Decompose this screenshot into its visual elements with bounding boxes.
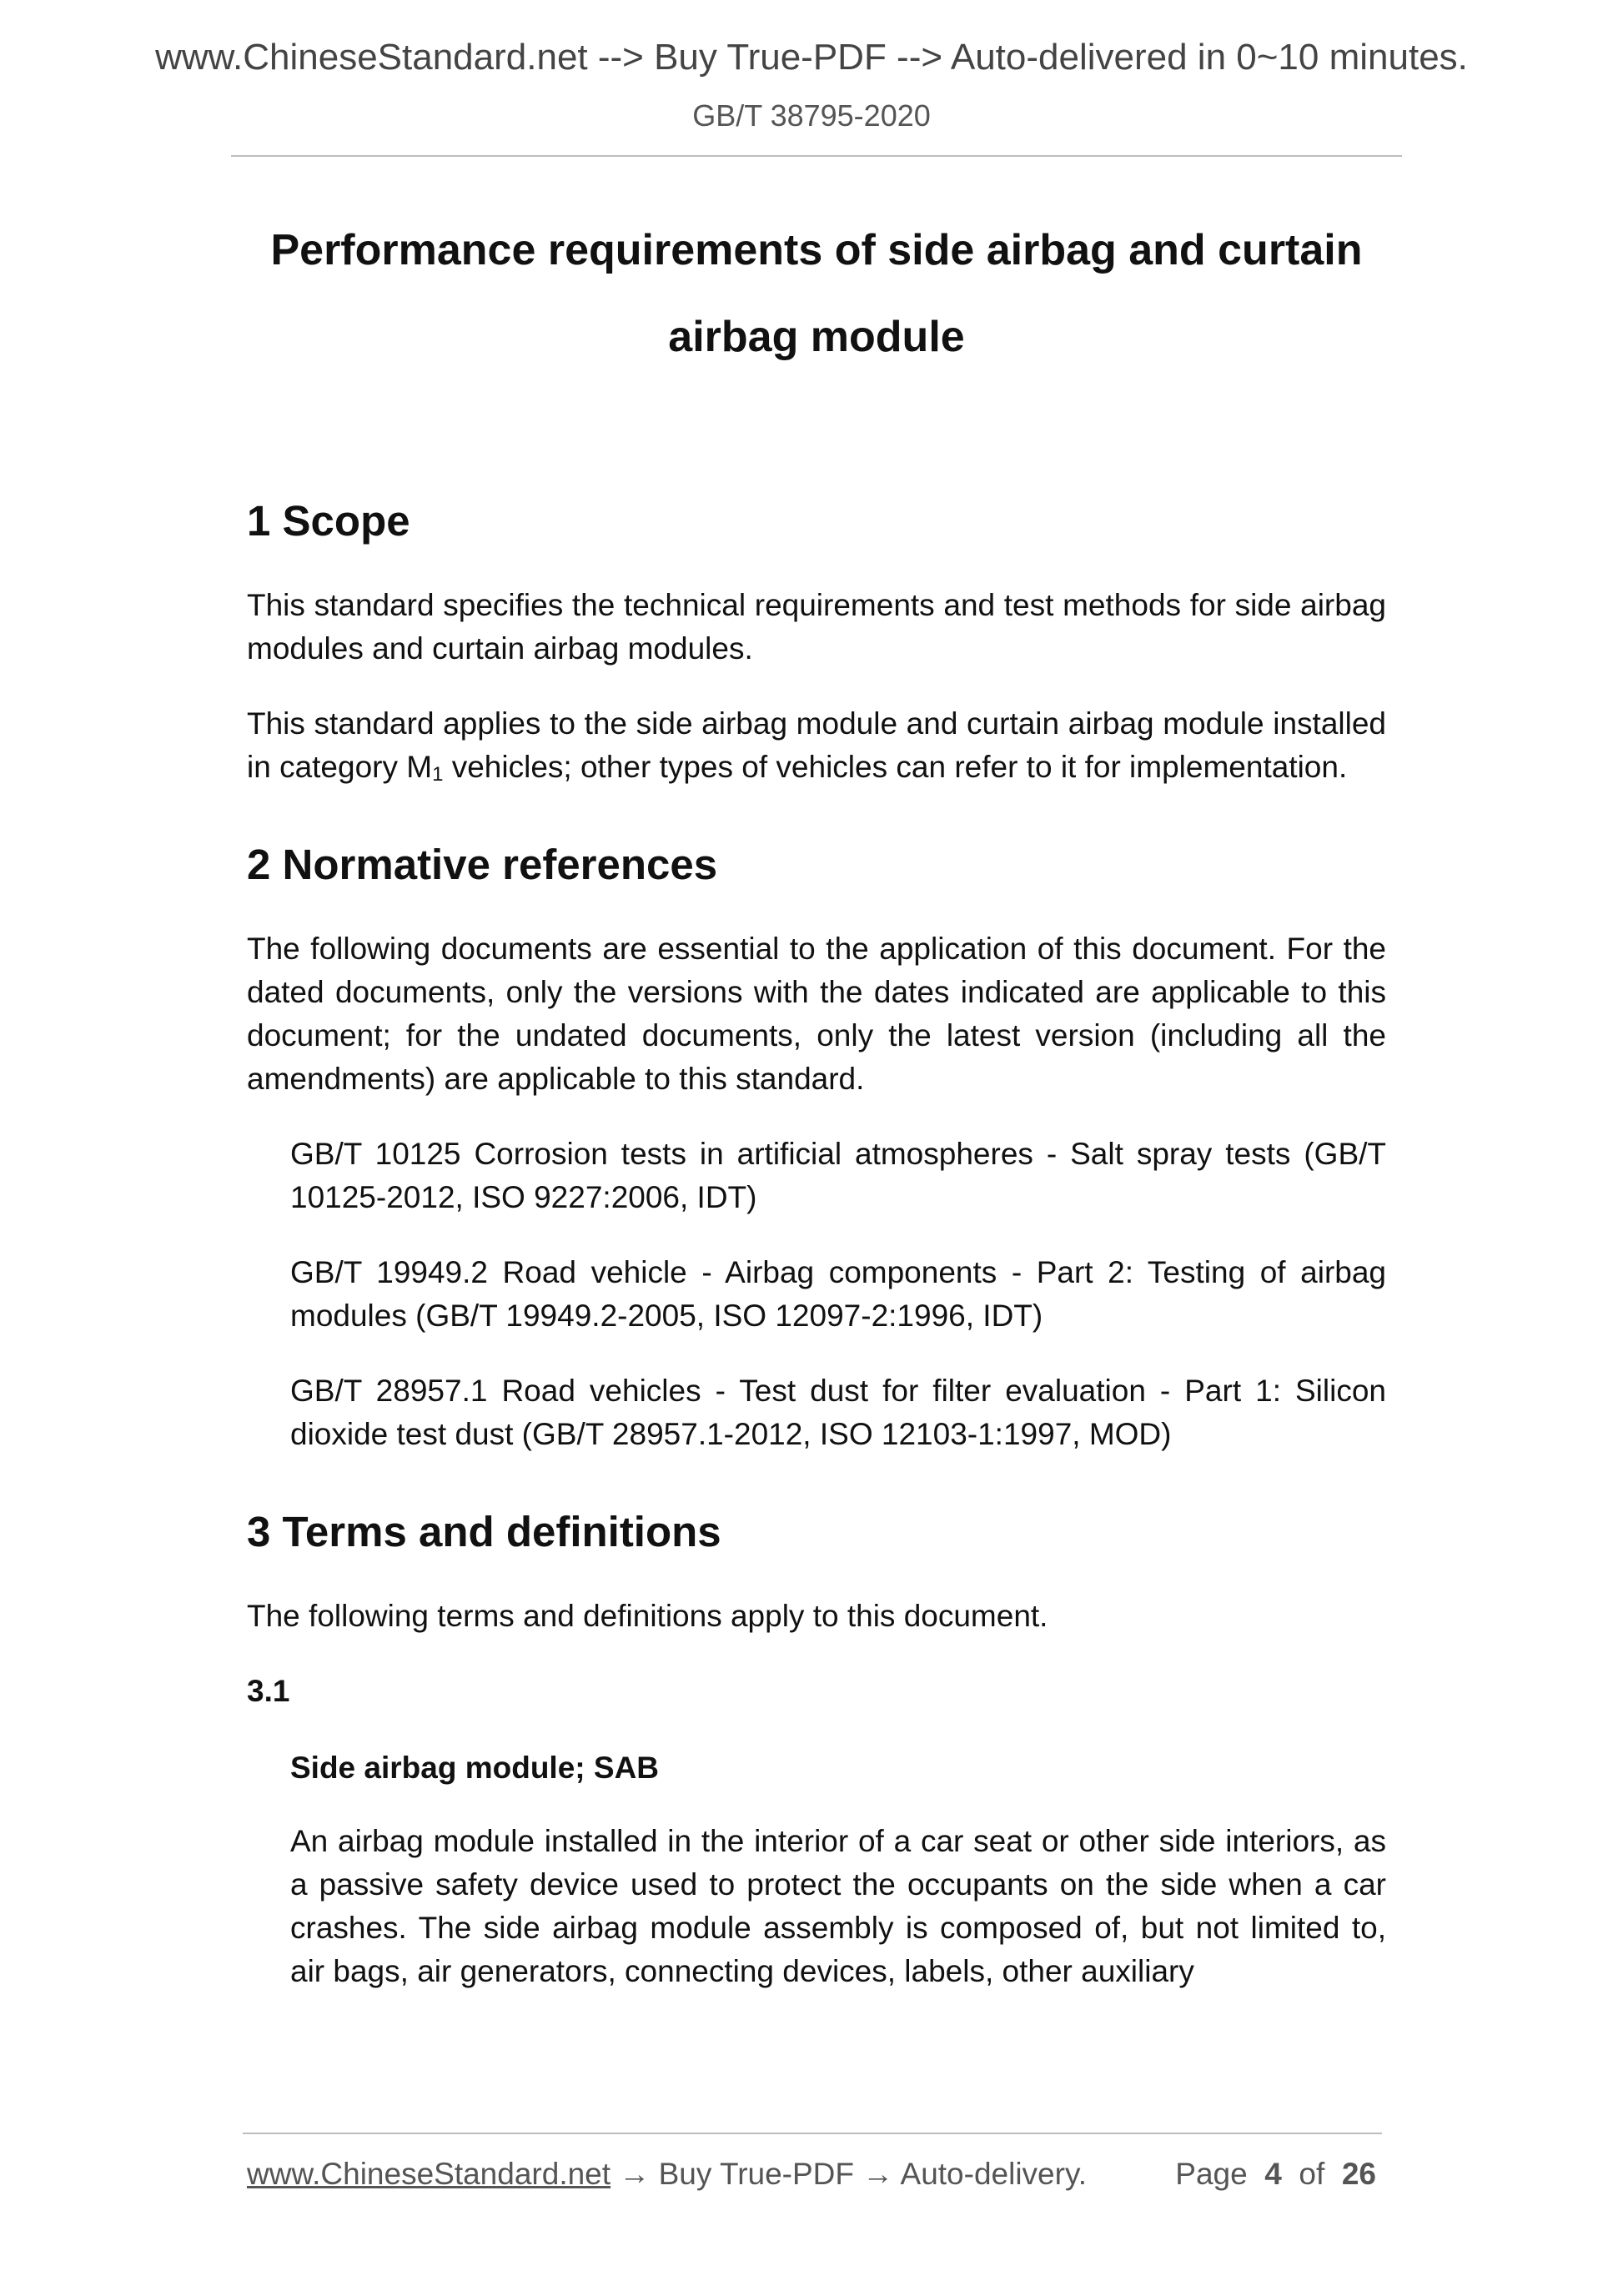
footer-left	[247, 2157, 1087, 2192]
scope-p2-subscript: 1	[432, 763, 444, 786]
reference-item: GB/T 10125 Corrosion tests in artificial atmospheres - Salt spray tests (GB/T 10125-2012, ISO 9227:2006, IDT)	[290, 1137, 1386, 1214]
top-banner: www.ChineseStandard.net --> Buy True-PDF --> Auto-delivered in 0~10 minutes.	[155, 37, 1468, 78]
term-name: Side airbag module; SAB	[290, 1751, 660, 1785]
section-normative-references	[247, 836, 1386, 1456]
scope-paragraph-1: This standard specifies the technical requirements and test methods for side airbag modules and curtain airbag modules.	[247, 588, 1386, 666]
section-terms-definitions	[247, 1503, 1386, 1993]
section-scope	[247, 492, 1386, 789]
footer-site-link[interactable]: www.ChineseStandard.net	[247, 2157, 611, 2191]
document-title: Performance requirements of side airbag and curtain airbag module	[270, 226, 1363, 361]
page-label: Page	[1175, 2157, 1248, 2191]
of-label: of	[1299, 2157, 1325, 2191]
section-heading-terms: 3 Terms and definitions	[247, 1508, 721, 1555]
section-heading-scope: 1 Scope	[247, 497, 410, 545]
scope-paragraph-2	[247, 702, 1386, 789]
section-heading-normative: 2 Normative references	[247, 841, 718, 888]
standard-code: GB/T 38795-2020	[692, 98, 931, 133]
current-page-number: 4	[1264, 2157, 1282, 2191]
clause-number: 3.1	[247, 1674, 290, 1708]
term-definition: An airbag module installed in the interior of a car seat or other side interiors, as a passive safety device used to protect the occupants on the side when a car crashes. The side airbag module assembly is composed of, but not limited to, air bags, air generators, connecting devices, labels, other auxiliary	[290, 1824, 1386, 1988]
scope-p2-text-before: This standard applies to the side airbag module and curtain airbag module installed in category M	[247, 706, 1386, 784]
document-body	[247, 492, 1386, 2025]
footer-tagline: → Buy True-PDF → Auto-delivery.	[611, 2157, 1087, 2191]
header-divider	[231, 155, 1402, 157]
total-pages-number: 26	[1341, 2157, 1376, 2191]
terms-intro: The following terms and definitions apply to this document.	[247, 1599, 1048, 1633]
footer-divider	[243, 2133, 1382, 2134]
scope-p2-text-after: vehicles; other types of vehicles can refer to it for implementation.	[443, 750, 1348, 784]
reference-item: GB/T 19949.2 Road vehicle - Airbag components - Part 2: Testing of airbag modules (GB/T 19949.2-2005, ISO 12097-2:1996, IDT)	[290, 1255, 1386, 1333]
reference-item: GB/T 28957.1 Road vehicles - Test dust for filter evaluation - Part 1: Silicon dioxide test dust (GB/T 28957.1-2012, ISO 12103-1:1997, MOD)	[290, 1374, 1386, 1451]
page-indicator	[1175, 2157, 1376, 2192]
normative-intro: The following documents are essential to the application of this document. For the dated documents, only the versions with the dates indicated are applicable to this document; for the undated documents, only the latest version (including all the amendments) are applicable to this standard.	[247, 932, 1386, 1096]
